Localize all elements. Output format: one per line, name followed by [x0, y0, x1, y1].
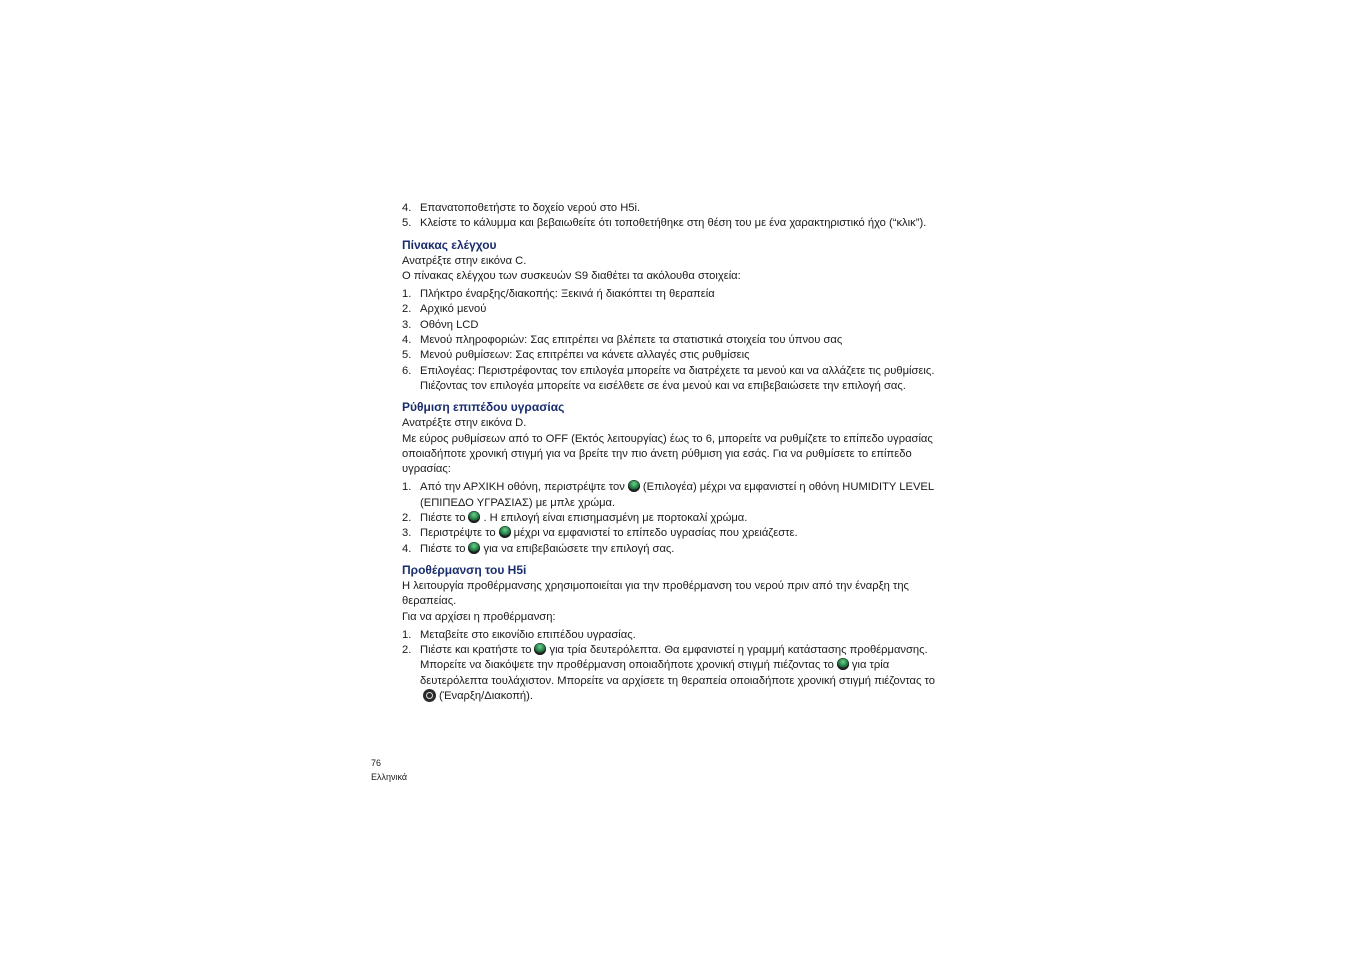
section-heading-control-panel: Πίνακας ελέγχου [402, 237, 497, 252]
power-button-icon [423, 689, 436, 702]
list-item: 4. Πιέστε το για να επιβεβαιώσετε την επιλογή σας. [402, 542, 675, 555]
list-item: 4. Μενού πληροφοριών: Σας επιτρέπει να βλέπετε τα στατιστικά στοιχεία του ύπνου σας [402, 334, 843, 347]
dial-icon [499, 526, 511, 538]
list-item: 6. Επιλογέας: Περιστρέφοντας τον επιλογέα μπορείτε να διατρέχετε τα μενού και να αλλάζετε τις ρυθμίσεις. Πιέζοντας τον επιλογέα μπορείτε να εισέλθετε σε ένα μενού και να επιβεβαιώσετε την επιλογή σας. [402, 364, 935, 392]
list-item: 2. Αρχικό μενού [402, 303, 487, 316]
intro-text: Ο πίνακας ελέγχου των συσκευών S9 διαθέτει τα ακόλουθα στοιχεία: [402, 269, 741, 282]
dial-icon [468, 542, 480, 554]
section-heading-humidity: Ρύθμιση επιπέδου υγρασίας [402, 400, 565, 415]
list-item: 5. Κλείστε το κάλυμμα και βεβαιωθείτε ότι τοποθετήθηκε στη θέση του με ένα χαρακτηριστικό ήχο (“κλικ”). [402, 217, 927, 230]
dial-icon [628, 480, 640, 492]
figure-reference: Ανατρέξτε στην εικόνα D. [402, 417, 527, 430]
list-item: 2. Πιέστε το . Η επιλογή είναι επισημασμένη με πορτοκαλί χρώμα. [402, 512, 748, 525]
humidity-steps-list [402, 480, 947, 556]
intro-text: Για να αρχίσει η προθέρμανση: [402, 610, 556, 623]
page-number: 76 [371, 758, 382, 768]
list-item: 1. Από την ΑΡΧΙΚΗ οθόνη, περιστρέψτε τον (Επιλογέα) μέχρι να εμφανιστεί η οθόνη HUMIDITY LEVEL (ΕΠΙΠΕΔΟ ΥΓΡΑΣΙΑΣ) με μπλε χρώμα. [402, 481, 934, 509]
list-item: 1. Πλήκτρο έναρξης/διακοπής: Ξεκινά ή διακόπτει τη θεραπεία [402, 288, 715, 301]
page-footer [371, 756, 407, 784]
dial-icon [468, 511, 480, 523]
figure-reference: Ανατρέξτε στην εικόνα C. [402, 254, 527, 267]
list-item: 3. Περιστρέψτε το μέχρι να εμφανιστεί το επίπεδο υγρασίας που χρειάζεστε. [402, 527, 798, 540]
intro-text: Η λειτουργία προθέρμανσης χρησιμοποιείται για την προθέρμανση του νερού πριν από την έναρξη της θεραπείας. [402, 579, 909, 608]
section-heading-warmup: Προθέρμανση του H5i [402, 562, 527, 577]
intro-text: Με εύρος ρυθμίσεων από το OFF (Εκτός λειτουργίας) έως το 6, μπορείτε να ρυθμίζετε το επίπεδο υγρασίας οποιαδήποτε χρονική στιγμή για να βρείτε την πιο άνετη ρύθμιση για εσάς. Για να ρυθμίσετε το επίπεδο υγρασίας: [402, 432, 933, 476]
dial-icon [837, 658, 849, 670]
list-item: 5. Μενού ρυθμίσεων: Σας επιτρέπει να κάνετε αλλαγές στις ρυθμίσεις [402, 349, 750, 362]
warmup-steps-list [402, 628, 947, 704]
list-item: 2. Πιέστε και κρατήστε το για τρία δευτερόλεπτα. Θα εμφανιστεί η γραμμή κατάστασης προθέρμανσης. Μπορείτε να διακόψετε την προθέρμανση οποιαδήποτε χρονική στιγμή πιέζοντας το για τρία δευτερόλεπτα τουλάχιστον. Μπορείτε να αρχίσετε τη θεραπεία οποιαδήποτε χρονική στιγμή πιέζοντας το(Έναρξη/Διακοπή). [402, 644, 936, 703]
list-item: 3. Οθόνη LCD [402, 318, 479, 331]
list-item: 1. Μεταβείτε στο εικονίδιο επιπέδου υγρασίας. [402, 628, 636, 641]
list-item: 4. Επανατοποθετήστε το δοχείο νερού στο H5i. [402, 202, 641, 214]
dial-icon [534, 643, 546, 655]
control-panel-list [402, 287, 947, 394]
language-label: Ελληνικά [371, 772, 408, 782]
page-content [402, 201, 947, 704]
steps-list-top [402, 201, 947, 232]
